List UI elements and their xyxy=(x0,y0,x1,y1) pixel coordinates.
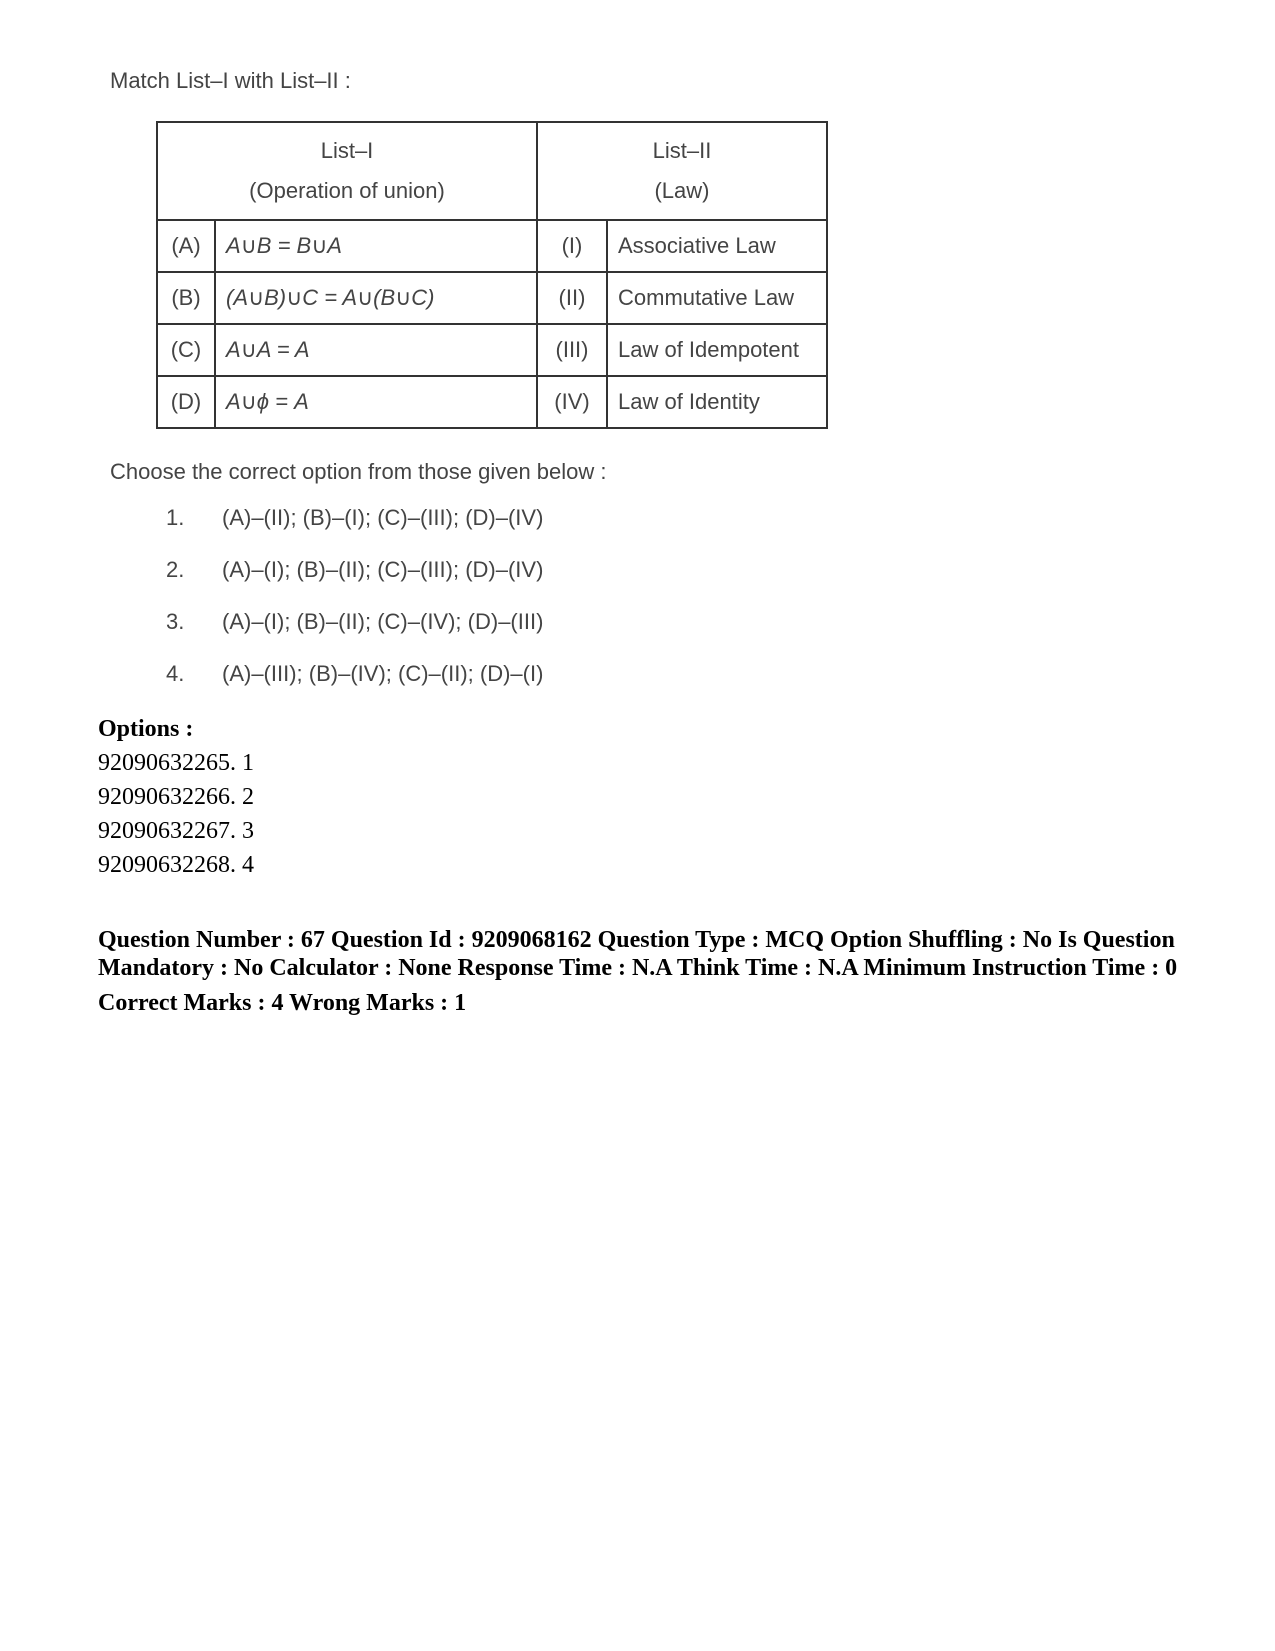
question-intro: Match List–I with List–II : xyxy=(110,68,351,93)
list1-header xyxy=(157,122,537,220)
list-item xyxy=(166,503,840,555)
options-heading: Options : xyxy=(98,716,194,742)
choice-text: (A)–(I); (B)–(II); (C)–(IV); (D)–(III) xyxy=(222,609,544,634)
row-label: (B) xyxy=(157,272,215,324)
row-roman: (IV) xyxy=(537,376,607,428)
table-row xyxy=(157,220,827,272)
next-question-meta: Question Number : 67 Question Id : 9209068162 Question Type : MCQ Option Shuffling : No Is Question Mandatory : No Calculator : None Response Time : N.A Think Time : N.A Minimum Instruction Time : 0 xyxy=(98,927,1178,981)
next-question-marks: Correct Marks : 4 Wrong Marks : 1 xyxy=(98,990,467,1016)
option-id-row: 92090632268. 4 xyxy=(98,852,254,878)
choice-number: 3. xyxy=(166,609,185,634)
row-expression: A∪A = A xyxy=(215,324,537,376)
choose-instruction: Choose the correct option from those given below : xyxy=(110,459,607,484)
question-metadata xyxy=(98,712,1178,1018)
list2-header xyxy=(537,122,827,220)
choice-text: (A)–(II); (B)–(I); (C)–(III); (D)–(IV) xyxy=(222,505,544,530)
list2-title: List–II xyxy=(652,138,712,163)
row-expression: A∪ϕ = A xyxy=(215,376,537,428)
option-id-row: 92090632265. 1 xyxy=(98,750,254,776)
list-item xyxy=(166,555,840,607)
row-law: Commutative Law xyxy=(607,272,827,324)
answer-choices xyxy=(166,503,840,711)
match-table xyxy=(156,121,828,429)
choice-text: (A)–(I); (B)–(II); (C)–(III); (D)–(IV) xyxy=(222,557,544,582)
list1-subtitle: (Operation of union) xyxy=(249,178,445,203)
option-id-row: 92090632267. 3 xyxy=(98,818,254,844)
list-item xyxy=(166,607,840,659)
row-roman: (II) xyxy=(537,272,607,324)
row-label: (C) xyxy=(157,324,215,376)
list-item xyxy=(166,659,840,711)
table-row xyxy=(157,376,827,428)
row-label: (D) xyxy=(157,376,215,428)
row-law: Law of Idempotent xyxy=(607,324,827,376)
row-law: Law of Identity xyxy=(607,376,827,428)
choice-number: 4. xyxy=(166,661,185,686)
choice-number: 1. xyxy=(166,505,185,530)
question-image xyxy=(100,66,840,711)
row-roman: (I) xyxy=(537,220,607,272)
choice-number: 2. xyxy=(166,557,185,582)
option-id-row: 92090632266. 2 xyxy=(98,784,254,810)
row-law: Associative Law xyxy=(607,220,827,272)
table-row xyxy=(157,324,827,376)
list2-subtitle: (Law) xyxy=(654,178,710,203)
choice-text: (A)–(III); (B)–(IV); (C)–(II); (D)–(I) xyxy=(222,661,544,686)
table-row xyxy=(157,272,827,324)
row-expression: A∪B = B∪A xyxy=(215,220,537,272)
row-label: (A) xyxy=(157,220,215,272)
list1-title: List–I xyxy=(320,138,374,163)
table-header-row xyxy=(157,122,827,220)
row-roman: (III) xyxy=(537,324,607,376)
row-expression: (A∪B)∪C = A∪(B∪C) xyxy=(215,272,537,324)
